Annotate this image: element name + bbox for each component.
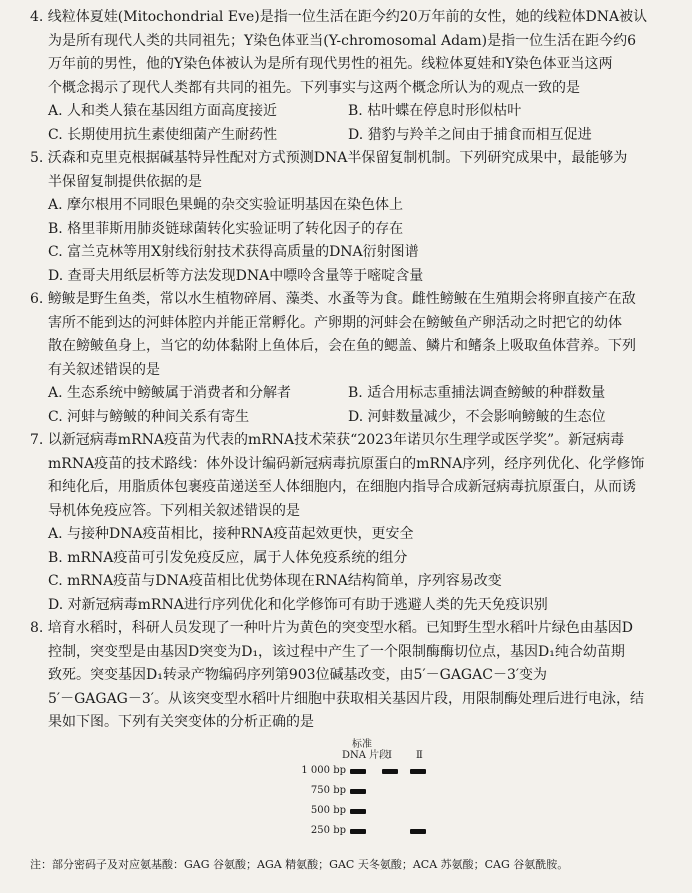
answer-option: C. 河蚌与鳑鲏的种间关系有寄生 (48, 408, 250, 425)
bp-label-500: 500 bp (310, 804, 346, 816)
answer-option: C. 富兰克林等用X射线衍射技术获得高质量的DNA衍射图谱 (48, 244, 419, 260)
figure-lane-2-label: Ⅱ (416, 749, 423, 761)
lane-1-band-1000 (382, 769, 398, 774)
question-stem-line: 控制，突变型是由基因D突变为D₁，该过程中产生了一个限制酶酶切位点，基因D₁纯合幼苗期 (48, 643, 625, 660)
answer-option: A. 与接种DNA疫苗相比，接种RNA疫苗起效更快，更安全 (48, 526, 414, 542)
codon-note: 注：部分密码子及对应氨基酸：GAG 谷氨酸；AGA 精氨酸；GAC 天冬氨酸；ACA 苏氨酸；CAG 谷氨酰胺。 (30, 858, 569, 871)
question-stem-line: 害所不能到达的河蚌体腔内并能正常孵化。产卵期的河蚌会在鳑鲏鱼产卵活动之时把它的幼体 (48, 314, 622, 331)
standard-band-500 (350, 809, 366, 814)
answer-option: A. 生态系统中鳑鲏属于消费者和分解者 (48, 385, 292, 401)
standard-band-750 (350, 789, 366, 794)
answer-option: A. 人和类人猿在基因组方面高度接近 (48, 103, 278, 119)
question-5 (30, 147, 668, 288)
answer-option: C. 长期使用抗生素使细菌产生耐药性 (48, 126, 278, 143)
bp-label-1000: 1 000 bp (301, 764, 346, 776)
question-7 (30, 429, 668, 617)
answer-option: D. 猎豹与羚羊之间由于捕食而相互促进 (348, 126, 592, 143)
standard-band-250 (350, 829, 366, 834)
answer-option: A. 摩尔根用不同眼色果蝇的杂交实验证明基因在染色体上 (48, 197, 404, 213)
question-stem-line: 导机体免疫应答。下列相关叙述错误的是 (48, 502, 300, 519)
answer-option: B. 适合用标志重捕法调查鳑鲏的种群数量 (348, 385, 606, 401)
standard-band-1000 (350, 769, 366, 774)
answer-option: D. 对新冠病毒mRNA进行序列优化和化学修饰可有助于逃避人类的先天免疫识别 (48, 596, 548, 613)
question-stem-line: 果如下图。下列有关突变体的分析正确的是 (48, 714, 314, 730)
answer-option: D. 河蚌数量减少，不会影响鳑鲏的生态位 (348, 408, 606, 425)
question-stem-line: 5′－GAGAG－3′。从该突变型水稻叶片细胞中获取相关基因片段，用限制酶处理后进行电泳，结 (48, 690, 644, 707)
question-4 (30, 6, 668, 147)
answer-option: C. mRNA疫苗与DNA疫苗相比优势体现在RNA结构简单，序列容易改变 (48, 573, 502, 589)
lane-2-band-250 (410, 829, 426, 834)
question-stem-line: 5. 沃森和克里克根据碱基特异性配对方式预测DNA半保留复制机制。下列研究成果中，最能够为 (30, 150, 628, 166)
figure-header-dna: DNA 片段 (342, 749, 390, 761)
answer-option-row (30, 406, 668, 430)
question-stem-line: 8. 培育水稻时，科研人员发现了一种叶片为黄色的突变型水稻。已知野生型水稻叶片绿色由基因D (30, 620, 634, 636)
question-stem-line: 个概念揭示了现代人类都有共同的祖先。下列事实与这两个概念所认为的观点一致的是 (48, 79, 580, 96)
bp-label-750: 750 bp (310, 784, 346, 796)
lane-2-band-1000 (410, 769, 426, 774)
question-stem-line: 有关叙述错误的是 (48, 361, 160, 378)
question-stem-line: 致死。突变基因D₁转录产物编码序列第903位碱基改变，由5′－GAGAC－3′变为 (48, 667, 548, 683)
question-stem-line: 万年前的男性，他的Y染色体被认为是所有现代男性的祖先。线粒体夏娃和Y染色体亚当这两 (48, 56, 613, 72)
question-stem-line: 和纯化后，用脂质体包裹疫苗递送至人体细胞内，在细胞内指导合成新冠病毒抗原蛋白，从而诱 (48, 479, 636, 495)
question-stem-line: 6. 鳑鲏是野生鱼类，常以水生植物碎屑、藻类、水蚤等为食。雌性鳑鲏在生殖期会将卵直接产在敌 (30, 291, 636, 307)
bp-label-250: 250 bp (310, 824, 346, 836)
question-stem-line: 散在鳑鲏鱼身上，当它的幼体黏附上鱼体后，会在鱼的鳃盖、鳞片和鳍条上吸取鱼体营养。下列 (48, 338, 636, 354)
question-6 (30, 288, 668, 429)
question-stem-line: 7. 以新冠病毒mRNA疫苗为代表的mRNA技术荣获“2023年诺贝尔生理学或医学奖”。新冠病毒 (30, 432, 625, 448)
question-list (30, 6, 668, 735)
question-stem-line: 为是所有现代人类的共同祖先；Y染色体亚当(Y-chromosomal Adam)是指一位生活在距今约6 (48, 32, 637, 49)
answer-option: D. 查哥夫用纸层析等方法发现DNA中嘌呤含量等于嘧啶含量 (48, 267, 424, 284)
question-stem-line: 4. 线粒体夏娃(Mitochondrial Eve)是指一位生活在距今约20万年前的女性，她的线粒体DNA被认 (30, 9, 648, 25)
answer-option-row (30, 124, 668, 148)
answer-option: B. 枯叶蝶在停息时形似枯叶 (348, 103, 522, 119)
answer-option: B. 格里菲斯用肺炎链球菌转化实验证明了转化因子的存在 (48, 220, 404, 237)
question-8 (30, 617, 668, 735)
answer-option-row (30, 100, 668, 124)
electrophoresis-figure (300, 739, 470, 849)
answer-option-row (30, 382, 668, 406)
figure-lane-1-label: Ⅰ (388, 749, 392, 761)
answer-option: B. mRNA疫苗可引发免疫反应，属于人体免疫系统的组分 (48, 549, 408, 566)
question-stem-line: mRNA疫苗的技术路线：体外设计编码新冠病毒抗原蛋白的mRNA序列，经序列优化、化学修饰 (48, 455, 645, 472)
figure-header-standard: 标准 (352, 738, 372, 750)
question-stem-line: 半保留复制提供依据的是 (48, 173, 202, 190)
